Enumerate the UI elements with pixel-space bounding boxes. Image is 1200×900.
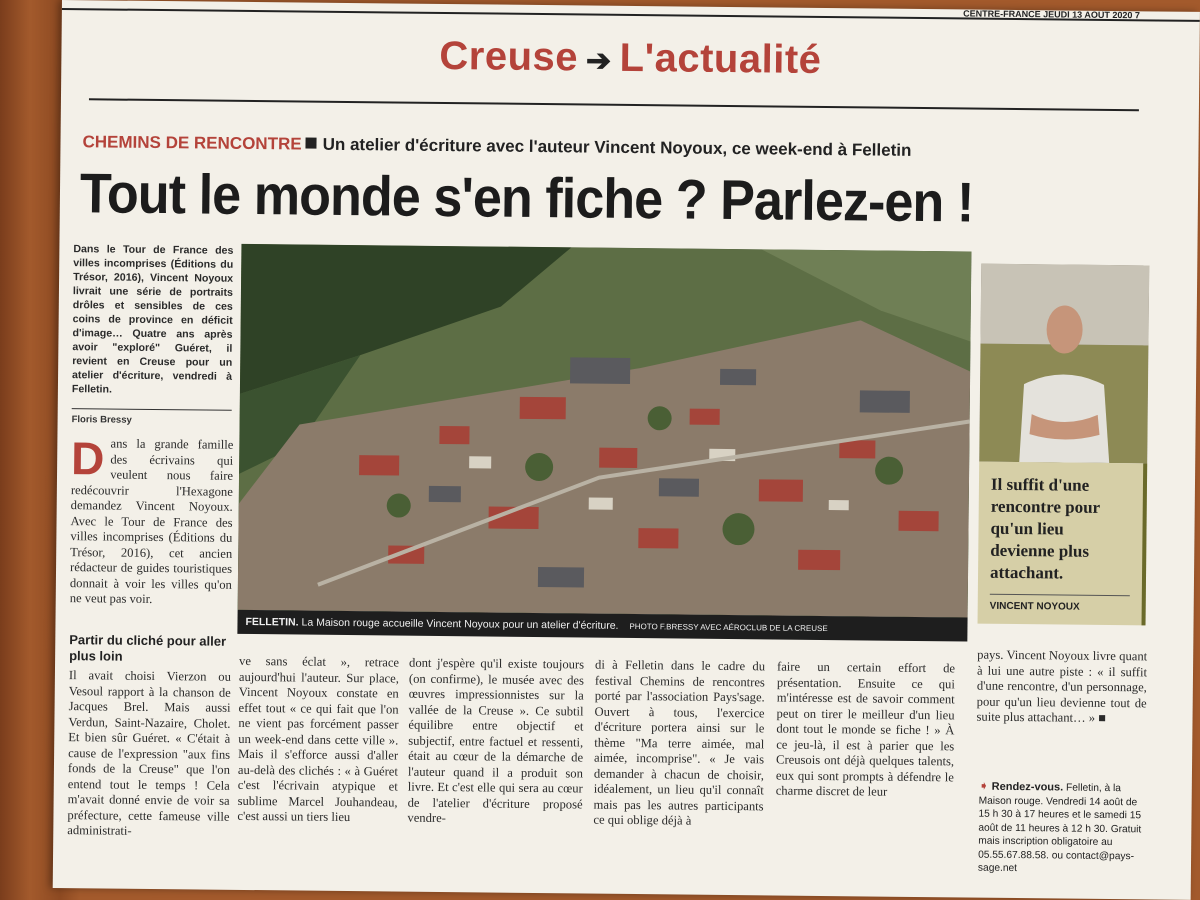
drop-cap: D	[70, 432, 105, 485]
aerial-town-illustration	[238, 244, 972, 618]
column-3: dont j'espère qu'il existe toujours (on confirme), le musée avec des œuvres impressionnistes sur la vallée de la Creuse ». Ce subtil équilibre entre objectif et subjectif, entre factuel et ressenti, était au cœur de la démarche de l'auteur quand il a produit son livre. Et c'est elle qui sera au cœur de l'atelier d'écriture proposé vendre-	[407, 655, 585, 826]
column-4: di à Felletin dans le cadre du festival Chemins de rencontres porté par l'association Pays'sage. Ouvert à tous, l'exercice d'écriture portera ainsi sur le thème "Ma terre aimée, mal aimée, incomprise". « Je vais demander à chacun de choisir, idéalement, un lieu qu'il connaît mais pas les autres participants ce qui oblige déjà à	[593, 657, 766, 828]
pull-quote-author: VINCENT NOYOUX	[990, 594, 1130, 613]
column-5: faire un certain effort de présentation. Ensuite ce qui m'intéresse est de savoir comment peut on tirer le meilleur d'un lieu dont tout le monde se fiche ! » À ce jeu-là, il est à parier que les Creusois ont déjà quelques talents, eux qui sont prompts à défendre le charme discret de leur	[775, 659, 956, 799]
section-region: Creuse	[439, 33, 579, 80]
photo-credit: PHOTO F.BRESSY AVEC AÉROCLUB DE LA CREUSE	[629, 621, 828, 634]
arrow-right-icon: ➔	[585, 44, 612, 78]
pull-quote	[978, 462, 1148, 626]
kicker-text: Un atelier d'écriture avec l'auteur Vincent Noyoux, ce week-end à Felletin	[322, 134, 912, 160]
section-rule	[89, 98, 1139, 111]
square-bullet-icon	[306, 138, 317, 149]
aerial-photo-felletin	[238, 244, 972, 618]
rendezvous-label: Rendez-vous.	[991, 780, 1064, 794]
rendezvous-box	[978, 780, 1151, 877]
column-2: ve sans éclat », retrace aujourd'hui l'auteur. Sur place, Vincent Noyoux constate en effet tout « ce qui fait que l'on ne vient pas forcément passer un week-end dans cette ville ». Mais il s'efforce aussi d'aller au-delà des clichés : « à Guéret c'est l'écrivain atypique et sublime Marcel Jouhandeau, c'est aussi un tiers lieu	[237, 653, 400, 825]
rendezvous-text: Felletin, à la Maison rouge. Vendredi 14 août de 15 h 30 à 17 heures et le samedi 15 août de 11 heures à 12 h 30. Gratuit mais inscription obligatoire au 05.55.67.88.58. ou contact@pays-sage.net	[977, 782, 1142, 875]
column-1-text: Il avait choisi Vierzon ou Vesoul rapport à la chanson de Jacques Brel. Mais aussi Verdun, Saint-Nazaire, Cholet. Et bien sûr Guéret. « C'était à cause de l'expression "aux fins fonds de la Creuse" que l'on entend tout le temps ! Cela m'avait donné envie de voir sa préfecture, cette fameuse ville administrati-	[67, 668, 231, 838]
portrait-illustration	[979, 264, 1149, 464]
article-intro	[69, 432, 234, 608]
intro-text: ans la grande famille des écrivains qui veulent nous faire redécouvrir l'Hexagone demandez Vincent Noyoux. Avec le Tour de France des villes incomprises (Éditions du Trésor, 2016), cet ancien rédacteur de guides touristiques donnait à voir les villes qu'on ne veut pas voir.	[69, 436, 234, 606]
byline: Floris Bressy	[72, 408, 232, 427]
triangle-arrow-icon: ➧	[978, 778, 989, 793]
column-6: pays. Vincent Noyoux livre quant à lui une autre piste : « il suffit d'une rencontre, d'un personnage, pour qu'un lieu devienne tout de suite plus attachant… » ■	[976, 647, 1148, 725]
kicker	[82, 132, 911, 161]
caption-text: La Maison rouge accueille Vincent Noyoux pour un atelier d'écriture.	[301, 616, 619, 632]
author-portrait	[979, 264, 1149, 464]
pull-quote-text: Il suffit d'une rencontre pour qu'un lieu devienne plus attachant.	[989, 474, 1100, 583]
headline: Tout le monde s'en fiche ? Parlez-en !	[79, 161, 974, 234]
column-1	[67, 632, 231, 840]
caption-place: FELLETIN.	[245, 615, 299, 629]
subheading: Partir du cliché pour aller plus loin	[69, 632, 227, 664]
section-heading	[61, 30, 1199, 87]
article-standfirst: Dans le Tour de France des villes incomprises (Éditions du Trésor, 2016), Vincent Noyoux livrait une série de portraits drôles et sensibles de ces coins de province en déficit d'image… Quatre ans après avoir "exploré" Guéret, il revient en Creuse pour un atelier d'écriture, vendredi à Felletin.	[71, 243, 234, 396]
newspaper-page	[53, 0, 1200, 900]
section-name: L'actualité	[619, 35, 822, 82]
kicker-label: CHEMINS DE RENCONTRE	[82, 132, 302, 154]
masthead-date-line: CENTRE-FRANCE JEUDI 13 AOÛT 2020 7	[62, 0, 1200, 22]
